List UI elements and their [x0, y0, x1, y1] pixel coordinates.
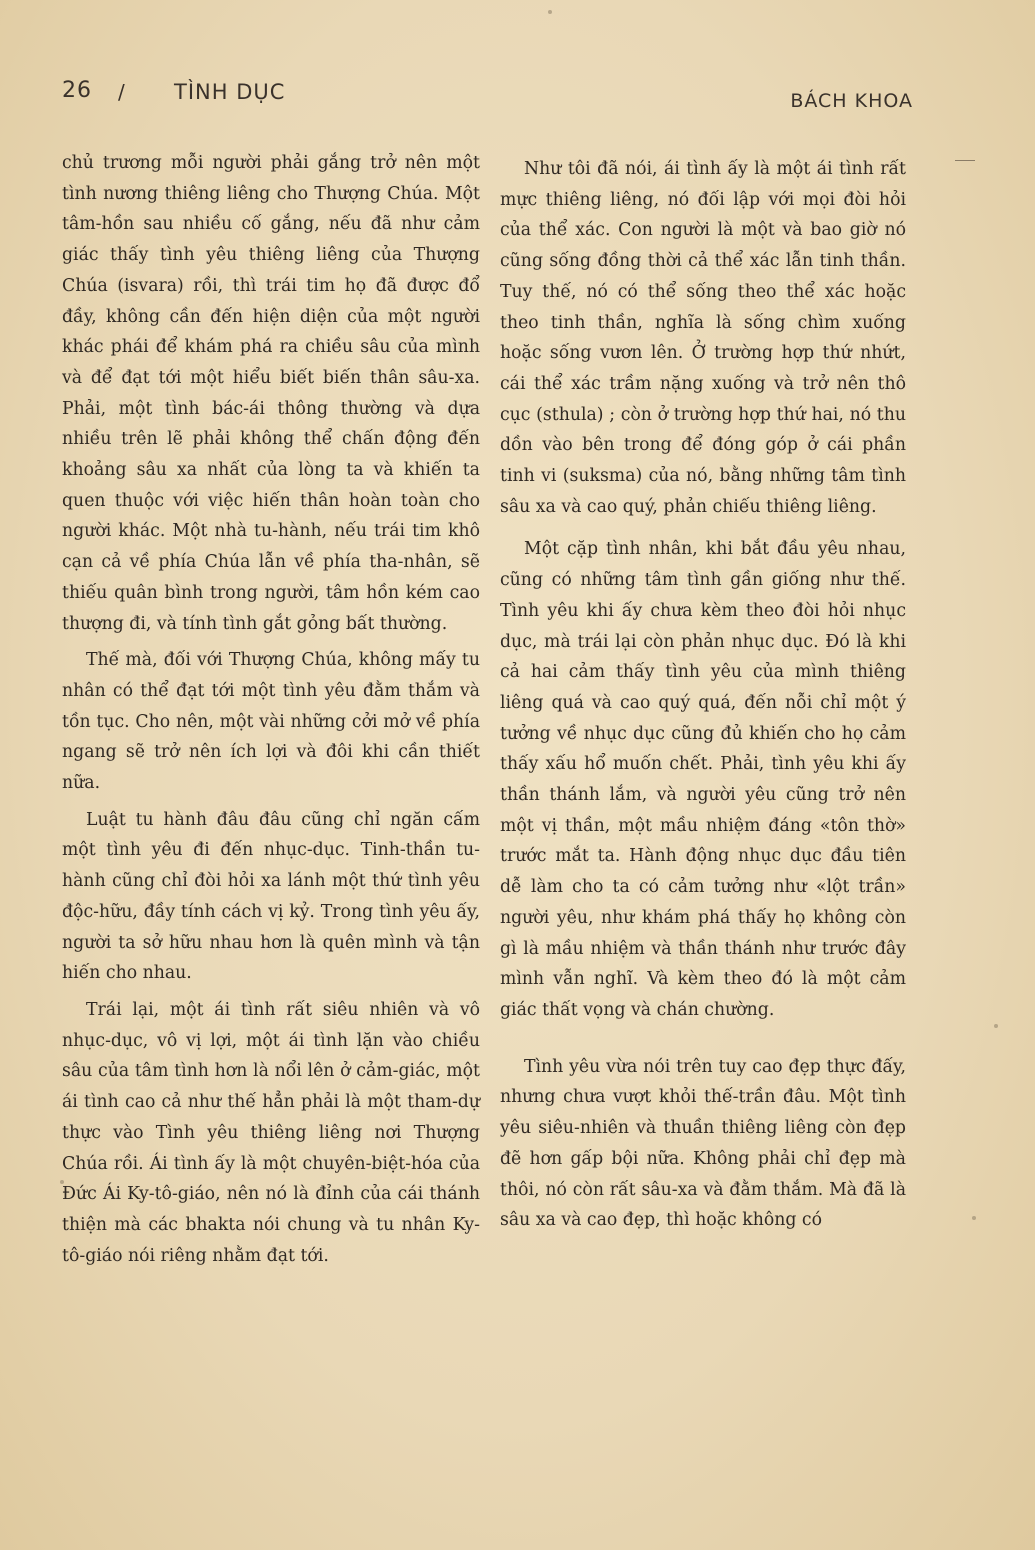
paragraph: chủ trương mỗi người phải gắng trở nên một tình nương thiêng liêng cho Thượng Chúa. Một tâm-hồn sau nhiều cố gắng, nếu đã như cảm giác thấy tình yêu thiêng liêng của Thượng Chúa (isvara) rồi, thì trái tim họ đã được đổ đầy, không cần đến hiện diện của một người khác phái để khám phá ra chiều sâu của mình và để đạt tới một hiểu biết biến thân sâu-xa. Phải, một tình bác-ái thông thường và dựa nhiều trên lẽ phải không thể chấn động đến khoảng sâu xa nhất của lòng ta và khiến ta quen thuộc với việc hiến thân hoàn toàn cho người khác. Một nhà tu-hành, nếu trái tim khô cạn cả về phía Chúa lẫn về phía tha-nhân, sẽ thiếu quân bình trong người, tâm hồn kém cao thượng đi, và tính tình gắt gỏng bất thường.	[62, 153, 480, 634]
paper-speck	[994, 1024, 998, 1028]
paragraph: Luật tu hành đâu đâu cũng chỉ ngăn cấm một tình yêu đi đến nhục-dục. Tinh-thần tu-hành cũng chỉ đòi hỏi xa lánh một thứ tình yêu độc-hữu, đầy tính cách vị kỷ. Trong tình yêu ấy, người ta sở hữu nhau hơn là quên mình và tận hiến cho nhau.	[62, 809, 480, 984]
paper-speck	[548, 10, 552, 14]
paper-speck	[60, 1180, 64, 1184]
magazine-name: BÁCH KHOA	[790, 90, 913, 112]
paragraph: Một cặp tình nhân, khi bắt đầu yêu nhau, cũng có những tâm tình gần giống như thế. Tình yêu khi ấy chưa kèm theo đòi hỏi nhục dục, mà trái lại còn phản nhục dục. Đó là khi cả hai cảm thấy tình yêu của mình thiêng liêng quá và cao quý quá, đến nỗi chỉ một ý tưởng về nhục dục cũng đủ khiến cho họ cảm thấy xấu hổ muốn chết. Phải, tình yêu khi ấy thần thánh lắm, và người yêu cũng trở nên một vị thần, một mầu nhiệm đáng «tôn thờ» trước mắt ta. Hành động nhục dục đầu tiên dễ làm cho ta có cảm tưởng như «lột trần» người yêu, như khám phá thấy họ không còn gì là mầu nhiệm và thần thánh như trước đây mình vẫn nghĩ. Và kèm theo đó là một cảm giác thất vọng và chán chường.	[500, 539, 906, 1020]
paragraph: Như tôi đã nói, ái tình ấy là một ái tình rất mực thiêng liêng, nó đối lập với mọi đòi hỏi của thể xác. Con người là một và bao giờ nó cũng sống đồng thời cả thể xác lẫn tinh thần. Tuy thế, nó có thể sống theo thể xác hoặc theo tinh thần, nghĩa là sống chìm xuống hoặc sống vươn lên. Ở trường hợp thứ nhứt, cái thể xác trầm nặng xuống và trở nên thô cục (sthula) ; còn ở trường hợp thứ hai, nó thu dồn vào bên trong để đóng góp ở cái phần tinh vi (suksma) của nó, bằng những tâm tình sâu xa và cao quý, phản chiếu thiêng liêng.	[500, 159, 906, 517]
section-title: TÌNH DỤC	[174, 80, 286, 104]
page-number: 26	[62, 78, 92, 103]
paragraph: Thế mà, đối với Thượng Chúa, không mấy tu nhân có thể đạt tới một tình yêu đằm thắm và tồn tục. Cho nên, một vài những cởi mở về phía ngang sẽ trở nên ích lợi và đôi khi cần thiết nữa.	[62, 650, 480, 794]
page-header	[62, 76, 913, 116]
paper-speck	[972, 1216, 976, 1220]
margin-mark	[955, 160, 975, 161]
left-column	[62, 148, 480, 1271]
paragraph: Trái lại, một ái tình rất siêu nhiên và vô nhục-dục, vô vị lợi, một ái tình lặn vào chiều sâu của tâm tình hơn là nổi lên ở cảm-giác, một ái tình cao cả như thế hẳn phải là một tham-dự thực vào Tình yêu thiêng liêng nơi Thượng Chúa rồi. Ái tình ấy là một chuyên-biệt-hóa của Đức Ái Ky-tô-giáo, nên nó là đỉnh của cái thánh thiện mà các bhakta nói chung và tu nhân Ky-tô-giáo nói riêng nhằm đạt tới.	[62, 999, 480, 1266]
paragraph: Tình yêu vừa nói trên tuy cao đẹp thực đấy, nhưng chưa vượt khỏi thế-trần đâu. Một tình yêu siêu-nhiên và thuần thiêng liêng còn đẹp đẽ hơn gấp bội nữa. Không phải chỉ đẹp mà thôi, nó còn rất sâu-xa và đằm thắm. Mà đã là sâu xa và cao đẹp, thì hoặc không có	[500, 1056, 906, 1231]
right-column	[500, 154, 906, 1236]
header-separator: /	[118, 80, 125, 104]
